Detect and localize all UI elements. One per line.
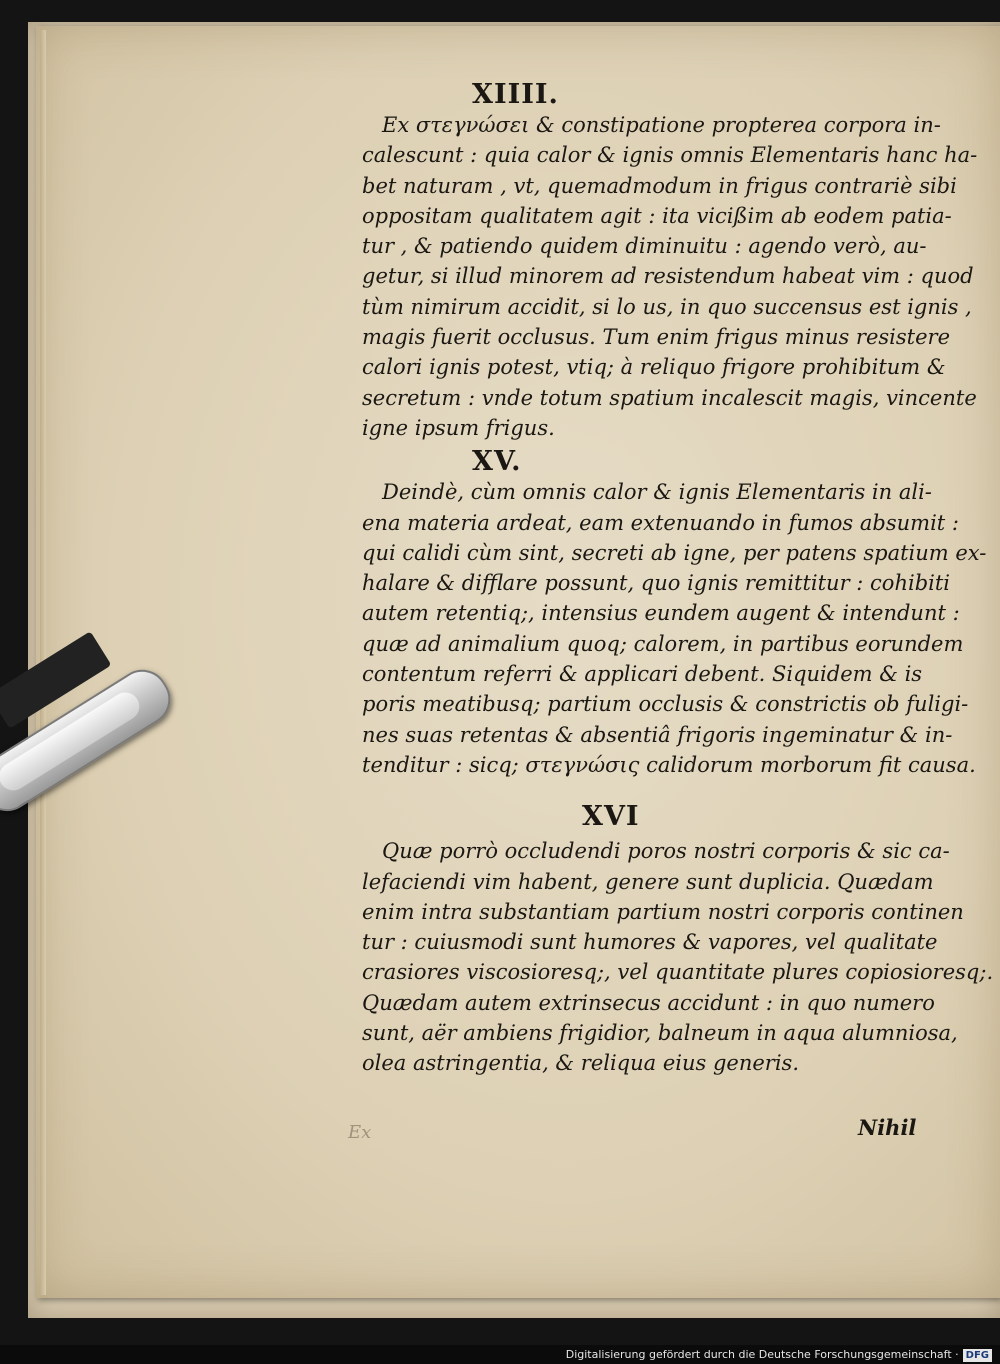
text-line: secretum : vnde totum spatium incalescit magis, vincente [362,385,977,410]
section-heading-15: XV. [472,446,522,478]
text-line: getur, si illud minorem ad resistendum habeat vim : quod [362,264,974,289]
text-line: nes suas retentas & absentiâ frigoris ingeminatur & in- [362,722,953,747]
text-line: autem retentiq;, intensius eundem augent & intendunt : [362,601,960,626]
catchword: Nihil [858,1115,917,1140]
section-heading-14: XIIII. [472,79,559,110]
text-line: calori ignis potest, vtiq; à reliquo frigore prohibitum & [362,355,946,380]
text-line: poris meatibusq; partium occlusis & constrictis ob fuligi- [362,692,969,717]
digitization-footer [0,1345,1000,1364]
section-body-15 [362,477,987,780]
page-text [362,79,994,1079]
section-body-16 [362,836,994,1078]
text-line: Deindè, cùm omnis calor & ignis Elementaris in ali- [382,480,932,505]
text-line: calescunt : quia calor & ignis omnis Elementaris hanc ha- [362,143,978,168]
text-line: bet naturam , vt, quemadmodum in frigus contrariè sibi [362,173,957,198]
text-line: tur , & patiendo quidem diminuitu : agendo verò, au- [362,234,927,259]
text-line: ena materia ardeat, eam extenuando in fumos absumit : [362,510,959,535]
text-line: tenditur : sicq; στεγνώσις calidorum morborum fit causa. [362,752,976,777]
text-line: olea astringentia, & reliqua eius generis. [362,1051,800,1076]
dfg-logo: DFG [963,1349,992,1362]
text-line: oppositam qualitatem agit : ita vicißim ab eodem patia- [362,203,952,228]
text-line: sunt, aër ambiens frigidior, balneum in aqua alumniosa, [362,1021,958,1046]
text-line: Quæ porrò occludendi poros nostri corporis & sic ca- [382,839,950,864]
text-line: tùm nimirum accidit, si lo us, in quo succensus est ignis , [362,294,972,319]
text-line: enim intra substantiam partium nostri corporis continen [362,899,964,924]
section-heading-16: XVI [582,801,640,833]
text-line: magis fuerit occlusus. Tum enim frigus minus resistere [362,325,950,350]
text-line: contentum referri & applicari debent. Siquidem & is [362,662,923,687]
bleed-through-catchword: Ex [348,1122,372,1143]
text-line: tur : cuiusmodi sunt humores & vapores, vel qualitate [362,930,938,955]
section-body-14 [362,110,978,443]
text-line: Quædam autem extrinsecus accidunt : in quo numero [362,990,935,1015]
text-line: igne ipsum frigus. [362,415,555,440]
footer-credit: Digitalisierung gefördert durch die Deutsche Forschungsgemeinschaft · [565,1348,959,1361]
text-line: qui calidi cùm sint, secreti ab igne, per patens spatium ex- [362,540,987,565]
text-line: halare & difflare possunt, quo ignis remittitur : cohibiti [362,571,951,596]
text-line: Ex στεγνώσει & constipatione propterea corpora in- [382,113,941,137]
text-line: lefaciendi vim habent, genere sunt duplicia. Quædam [362,869,934,894]
text-line: crasiores viscosioresq;, vel quantitate plures copiosioresq;. [362,960,994,985]
text-line: quæ ad animalium quoq; calorem, in partibus eorundem [362,631,964,656]
